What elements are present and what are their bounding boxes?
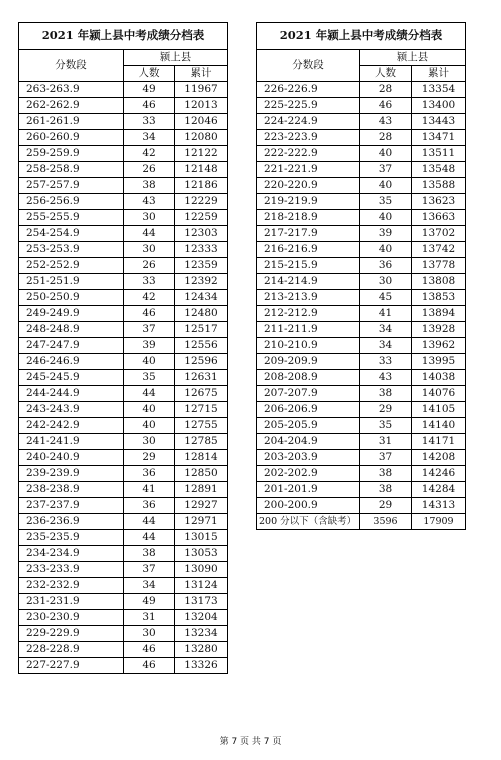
count-cell: 30 bbox=[124, 210, 175, 226]
score-range-cell: 218-218.9 bbox=[257, 210, 360, 226]
count-cell: 40 bbox=[124, 402, 175, 418]
count-cell: 30 bbox=[360, 274, 412, 290]
score-range-cell: 214-214.9 bbox=[257, 274, 360, 290]
score-range-cell: 223-223.9 bbox=[257, 130, 360, 146]
count-cell: 31 bbox=[360, 434, 412, 450]
count-cell: 36 bbox=[124, 498, 175, 514]
table-row bbox=[19, 82, 228, 98]
cumulative-cell: 13894 bbox=[412, 306, 466, 322]
score-range-cell: 251-251.9 bbox=[19, 274, 124, 290]
count-cell: 35 bbox=[360, 418, 412, 434]
table-row bbox=[19, 498, 228, 514]
cumulative-cell: 12229 bbox=[175, 194, 228, 210]
cumulative-cell: 14246 bbox=[412, 466, 466, 482]
count-cell: 28 bbox=[360, 82, 412, 98]
cumulative-cell: 13995 bbox=[412, 354, 466, 370]
count-cell: 37 bbox=[124, 562, 175, 578]
table-row bbox=[257, 226, 466, 242]
count-cell: 49 bbox=[124, 594, 175, 610]
cumulative-cell: 12814 bbox=[175, 450, 228, 466]
score-range-cell: 231-231.9 bbox=[19, 594, 124, 610]
score-range-cell: 220-220.9 bbox=[257, 178, 360, 194]
cumulative-cell: 13015 bbox=[175, 530, 228, 546]
count-cell: 44 bbox=[124, 226, 175, 242]
table-row bbox=[19, 258, 228, 274]
count-cell: 40 bbox=[360, 146, 412, 162]
cumulative-cell: 13853 bbox=[412, 290, 466, 306]
score-range-cell: 219-219.9 bbox=[257, 194, 360, 210]
score-range-cell: 215-215.9 bbox=[257, 258, 360, 274]
score-range-cell: 206-206.9 bbox=[257, 402, 360, 418]
score-range-cell: 239-239.9 bbox=[19, 466, 124, 482]
cumulative-cell: 12259 bbox=[175, 210, 228, 226]
cumulative-cell: 17909 bbox=[412, 514, 466, 530]
table-row bbox=[19, 306, 228, 322]
score-range-cell: 205-205.9 bbox=[257, 418, 360, 434]
cumulative-cell: 11967 bbox=[175, 82, 228, 98]
count-cell: 36 bbox=[124, 466, 175, 482]
count-cell: 46 bbox=[124, 98, 175, 114]
table-row bbox=[19, 354, 228, 370]
count-cell: 30 bbox=[124, 626, 175, 642]
count-cell: 38 bbox=[360, 466, 412, 482]
count-cell: 34 bbox=[124, 130, 175, 146]
score-range-cell: 221-221.9 bbox=[257, 162, 360, 178]
table-row bbox=[257, 258, 466, 274]
cumulative-cell: 13354 bbox=[412, 82, 466, 98]
score-range-cell: 208-208.9 bbox=[257, 370, 360, 386]
count-cell: 42 bbox=[124, 146, 175, 162]
cumulative-cell: 14171 bbox=[412, 434, 466, 450]
cumulative-cell: 12891 bbox=[175, 482, 228, 498]
score-range-cell: 242-242.9 bbox=[19, 418, 124, 434]
cumulative-cell: 13778 bbox=[412, 258, 466, 274]
count-cell: 40 bbox=[360, 210, 412, 226]
score-range-cell: 236-236.9 bbox=[19, 514, 124, 530]
table-row bbox=[257, 162, 466, 178]
count-cell: 40 bbox=[360, 178, 412, 194]
count-cell: 44 bbox=[124, 514, 175, 530]
score-range-cell: 228-228.9 bbox=[19, 642, 124, 658]
score-range-cell: 212-212.9 bbox=[257, 306, 360, 322]
score-range-cell: 261-261.9 bbox=[19, 114, 124, 130]
score-range-cell: 222-222.9 bbox=[257, 146, 360, 162]
table-row bbox=[257, 178, 466, 194]
count-cell: 37 bbox=[360, 162, 412, 178]
cumulative-cell: 13702 bbox=[412, 226, 466, 242]
score-range-cell: 262-262.9 bbox=[19, 98, 124, 114]
table-row bbox=[19, 226, 228, 242]
count-cell: 33 bbox=[124, 274, 175, 290]
cumulative-cell: 12122 bbox=[175, 146, 228, 162]
count-cell: 49 bbox=[124, 82, 175, 98]
table-row bbox=[19, 242, 228, 258]
table-row bbox=[19, 658, 228, 674]
table-row bbox=[19, 178, 228, 194]
table-row bbox=[19, 322, 228, 338]
score-range-cell: 255-255.9 bbox=[19, 210, 124, 226]
table-row bbox=[19, 370, 228, 386]
table-row bbox=[257, 114, 466, 130]
count-cell: 46 bbox=[124, 306, 175, 322]
score-range-cell: 230-230.9 bbox=[19, 610, 124, 626]
table-row bbox=[19, 402, 228, 418]
cumulative-cell: 13663 bbox=[412, 210, 466, 226]
right-score-table bbox=[256, 22, 466, 530]
cumulative-cell: 13400 bbox=[412, 98, 466, 114]
cumulative-cell: 12480 bbox=[175, 306, 228, 322]
cumulative-cell: 12392 bbox=[175, 274, 228, 290]
count-cell: 46 bbox=[124, 658, 175, 674]
score-range-cell: 254-254.9 bbox=[19, 226, 124, 242]
count-cell: 37 bbox=[124, 322, 175, 338]
count-cell: 37 bbox=[360, 450, 412, 466]
table-row bbox=[19, 514, 228, 530]
table-row bbox=[19, 146, 228, 162]
table-row bbox=[257, 354, 466, 370]
cumulative-cell: 13443 bbox=[412, 114, 466, 130]
table-row bbox=[19, 162, 228, 178]
cumulative-cell: 12596 bbox=[175, 354, 228, 370]
score-range-cell: 263-263.9 bbox=[19, 82, 124, 98]
count-cell: 38 bbox=[124, 546, 175, 562]
table-row bbox=[257, 338, 466, 354]
cumulative-cell: 13204 bbox=[175, 610, 228, 626]
count-cell: 39 bbox=[124, 338, 175, 354]
cumulative-cell: 13511 bbox=[412, 146, 466, 162]
cumulative-cell: 13326 bbox=[175, 658, 228, 674]
score-range-cell: 244-244.9 bbox=[19, 386, 124, 402]
score-range-cell: 237-237.9 bbox=[19, 498, 124, 514]
below-200-row bbox=[257, 514, 466, 530]
score-range-cell: 210-210.9 bbox=[257, 338, 360, 354]
cumulative-cell: 12715 bbox=[175, 402, 228, 418]
table-row bbox=[19, 466, 228, 482]
score-range-cell: 225-225.9 bbox=[257, 98, 360, 114]
table-row bbox=[19, 114, 228, 130]
score-range-cell: 247-247.9 bbox=[19, 338, 124, 354]
cumulative-cell: 13234 bbox=[175, 626, 228, 642]
cumulative-cell: 12333 bbox=[175, 242, 228, 258]
count-cell: 38 bbox=[360, 482, 412, 498]
score-range-cell: 229-229.9 bbox=[19, 626, 124, 642]
table-row bbox=[257, 82, 466, 98]
score-range-cell: 257-257.9 bbox=[19, 178, 124, 194]
score-range-cell: 235-235.9 bbox=[19, 530, 124, 546]
table-row bbox=[257, 146, 466, 162]
cumulative-cell: 12927 bbox=[175, 498, 228, 514]
score-range-cell: 241-241.9 bbox=[19, 434, 124, 450]
table-row bbox=[257, 98, 466, 114]
cumulative-cell: 14284 bbox=[412, 482, 466, 498]
count-cell: 39 bbox=[360, 226, 412, 242]
table-row bbox=[19, 546, 228, 562]
count-cell: 31 bbox=[124, 610, 175, 626]
score-range-cell: 213-213.9 bbox=[257, 290, 360, 306]
header-count: 人数 bbox=[124, 66, 175, 82]
table-row bbox=[19, 450, 228, 466]
count-cell: 38 bbox=[360, 386, 412, 402]
cumulative-cell: 12303 bbox=[175, 226, 228, 242]
table-row bbox=[19, 130, 228, 146]
table-row bbox=[257, 402, 466, 418]
cumulative-cell: 13548 bbox=[412, 162, 466, 178]
count-cell: 26 bbox=[124, 258, 175, 274]
count-cell: 3596 bbox=[360, 514, 412, 530]
table-title: 2021 年颍上县中考成绩分档表 bbox=[257, 23, 466, 50]
count-cell: 33 bbox=[124, 114, 175, 130]
count-cell: 40 bbox=[124, 418, 175, 434]
count-cell: 46 bbox=[124, 642, 175, 658]
score-range-cell: 216-216.9 bbox=[257, 242, 360, 258]
count-cell: 29 bbox=[360, 402, 412, 418]
cumulative-cell: 12675 bbox=[175, 386, 228, 402]
cumulative-cell: 14076 bbox=[412, 386, 466, 402]
score-range-cell: 204-204.9 bbox=[257, 434, 360, 450]
count-cell: 45 bbox=[360, 290, 412, 306]
score-range-cell: 243-243.9 bbox=[19, 402, 124, 418]
count-cell: 30 bbox=[124, 434, 175, 450]
table-row bbox=[257, 418, 466, 434]
cumulative-cell: 12785 bbox=[175, 434, 228, 450]
header-score-range: 分数段 bbox=[19, 50, 124, 82]
count-cell: 28 bbox=[360, 130, 412, 146]
score-range-cell: 256-256.9 bbox=[19, 194, 124, 210]
score-range-cell: 200 分以下（含缺考） bbox=[257, 514, 360, 530]
count-cell: 34 bbox=[360, 338, 412, 354]
score-range-cell: 233-233.9 bbox=[19, 562, 124, 578]
score-range-cell: 232-232.9 bbox=[19, 578, 124, 594]
table-row bbox=[19, 290, 228, 306]
score-range-cell: 202-202.9 bbox=[257, 466, 360, 482]
cumulative-cell: 13742 bbox=[412, 242, 466, 258]
cumulative-cell: 12850 bbox=[175, 466, 228, 482]
table-row bbox=[257, 322, 466, 338]
cumulative-cell: 12148 bbox=[175, 162, 228, 178]
table-row bbox=[19, 338, 228, 354]
table-row bbox=[19, 210, 228, 226]
score-range-cell: 238-238.9 bbox=[19, 482, 124, 498]
table-row bbox=[19, 418, 228, 434]
score-range-cell: 250-250.9 bbox=[19, 290, 124, 306]
score-range-cell: 201-201.9 bbox=[257, 482, 360, 498]
score-range-cell: 234-234.9 bbox=[19, 546, 124, 562]
count-cell: 40 bbox=[360, 242, 412, 258]
table-row bbox=[257, 434, 466, 450]
count-cell: 41 bbox=[360, 306, 412, 322]
score-range-cell: 245-245.9 bbox=[19, 370, 124, 386]
cumulative-cell: 13053 bbox=[175, 546, 228, 562]
table-row bbox=[257, 130, 466, 146]
score-range-cell: 211-211.9 bbox=[257, 322, 360, 338]
cumulative-cell: 12556 bbox=[175, 338, 228, 354]
cumulative-cell: 13962 bbox=[412, 338, 466, 354]
header-count: 人数 bbox=[360, 66, 412, 82]
table-row bbox=[19, 194, 228, 210]
count-cell: 33 bbox=[360, 354, 412, 370]
cumulative-cell: 12434 bbox=[175, 290, 228, 306]
table-row bbox=[19, 482, 228, 498]
table-row bbox=[257, 370, 466, 386]
header-score-range: 分数段 bbox=[257, 50, 360, 82]
cumulative-cell: 12755 bbox=[175, 418, 228, 434]
score-range-cell: 259-259.9 bbox=[19, 146, 124, 162]
cumulative-cell: 13471 bbox=[412, 130, 466, 146]
page-number: 第 7 页 共 7 页 bbox=[219, 737, 282, 747]
count-cell: 42 bbox=[124, 290, 175, 306]
table-row bbox=[19, 434, 228, 450]
score-range-cell: 248-248.9 bbox=[19, 322, 124, 338]
table-row bbox=[19, 274, 228, 290]
cumulative-cell: 14105 bbox=[412, 402, 466, 418]
table-row bbox=[257, 466, 466, 482]
table-row bbox=[257, 498, 466, 514]
table-title: 2021 年颍上县中考成绩分档表 bbox=[19, 23, 228, 50]
table-row bbox=[19, 610, 228, 626]
score-range-cell: 258-258.9 bbox=[19, 162, 124, 178]
table-row bbox=[257, 482, 466, 498]
table-row bbox=[257, 210, 466, 226]
cumulative-cell: 12013 bbox=[175, 98, 228, 114]
score-range-cell: 240-240.9 bbox=[19, 450, 124, 466]
table-row bbox=[257, 274, 466, 290]
table-row bbox=[257, 290, 466, 306]
table-row bbox=[257, 194, 466, 210]
left-score-table bbox=[18, 22, 228, 674]
score-range-cell: 209-209.9 bbox=[257, 354, 360, 370]
count-cell: 35 bbox=[360, 194, 412, 210]
header-cumulative: 累计 bbox=[175, 66, 228, 82]
cumulative-cell: 12631 bbox=[175, 370, 228, 386]
cumulative-cell: 13928 bbox=[412, 322, 466, 338]
count-cell: 43 bbox=[124, 194, 175, 210]
score-range-cell: 203-203.9 bbox=[257, 450, 360, 466]
count-cell: 34 bbox=[360, 322, 412, 338]
count-cell: 30 bbox=[124, 242, 175, 258]
cumulative-cell: 13280 bbox=[175, 642, 228, 658]
table-row bbox=[257, 450, 466, 466]
table-row bbox=[257, 306, 466, 322]
count-cell: 29 bbox=[124, 450, 175, 466]
table-row bbox=[19, 386, 228, 402]
table-row bbox=[257, 386, 466, 402]
score-range-cell: 249-249.9 bbox=[19, 306, 124, 322]
table-row bbox=[19, 562, 228, 578]
score-range-cell: 226-226.9 bbox=[257, 82, 360, 98]
score-range-cell: 253-253.9 bbox=[19, 242, 124, 258]
cumulative-cell: 14208 bbox=[412, 450, 466, 466]
table-row bbox=[19, 578, 228, 594]
cumulative-cell: 12971 bbox=[175, 514, 228, 530]
cumulative-cell: 13588 bbox=[412, 178, 466, 194]
table-row bbox=[19, 98, 228, 114]
count-cell: 43 bbox=[360, 370, 412, 386]
header-cumulative: 累计 bbox=[412, 66, 466, 82]
cumulative-cell: 12080 bbox=[175, 130, 228, 146]
count-cell: 29 bbox=[360, 498, 412, 514]
header-county: 颍上县 bbox=[360, 50, 466, 66]
count-cell: 44 bbox=[124, 530, 175, 546]
cumulative-cell: 14313 bbox=[412, 498, 466, 514]
cumulative-cell: 13173 bbox=[175, 594, 228, 610]
cumulative-cell: 14038 bbox=[412, 370, 466, 386]
count-cell: 35 bbox=[124, 370, 175, 386]
count-cell: 46 bbox=[360, 98, 412, 114]
table-row bbox=[19, 530, 228, 546]
score-range-cell: 227-227.9 bbox=[19, 658, 124, 674]
cumulative-cell: 13623 bbox=[412, 194, 466, 210]
cumulative-cell: 12046 bbox=[175, 114, 228, 130]
header-county: 颍上县 bbox=[124, 50, 228, 66]
cumulative-cell: 13124 bbox=[175, 578, 228, 594]
score-range-cell: 217-217.9 bbox=[257, 226, 360, 242]
count-cell: 38 bbox=[124, 178, 175, 194]
table-row bbox=[19, 594, 228, 610]
count-cell: 44 bbox=[124, 386, 175, 402]
count-cell: 34 bbox=[124, 578, 175, 594]
cumulative-cell: 13090 bbox=[175, 562, 228, 578]
cumulative-cell: 12359 bbox=[175, 258, 228, 274]
score-range-cell: 224-224.9 bbox=[257, 114, 360, 130]
score-range-cell: 252-252.9 bbox=[19, 258, 124, 274]
cumulative-cell: 12517 bbox=[175, 322, 228, 338]
table-row bbox=[19, 626, 228, 642]
table-row bbox=[257, 242, 466, 258]
count-cell: 41 bbox=[124, 482, 175, 498]
count-cell: 40 bbox=[124, 354, 175, 370]
cumulative-cell: 12186 bbox=[175, 178, 228, 194]
count-cell: 36 bbox=[360, 258, 412, 274]
score-range-cell: 200-200.9 bbox=[257, 498, 360, 514]
cumulative-cell: 14140 bbox=[412, 418, 466, 434]
cumulative-cell: 13808 bbox=[412, 274, 466, 290]
count-cell: 26 bbox=[124, 162, 175, 178]
score-range-cell: 207-207.9 bbox=[257, 386, 360, 402]
score-range-cell: 246-246.9 bbox=[19, 354, 124, 370]
table-row bbox=[19, 642, 228, 658]
count-cell: 43 bbox=[360, 114, 412, 130]
score-range-cell: 260-260.9 bbox=[19, 130, 124, 146]
